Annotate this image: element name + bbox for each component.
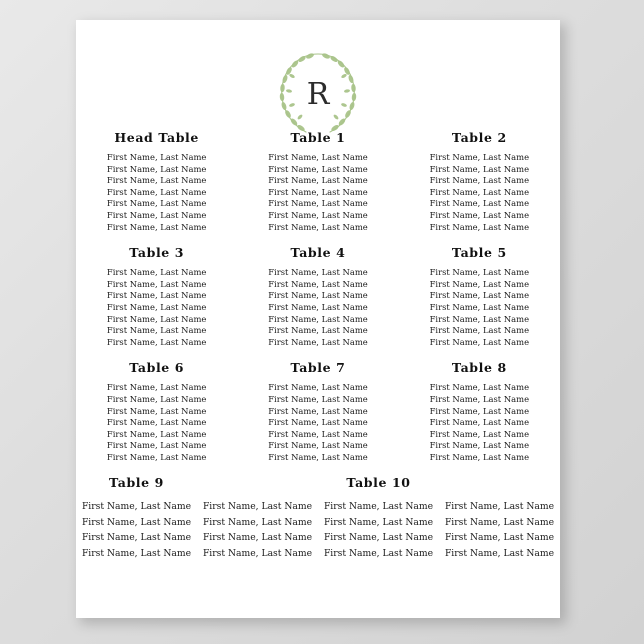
table-title: Table 3 <box>129 245 185 261</box>
guest-name: First Name, Last Name <box>268 186 368 197</box>
guest-name: First Name, Last Name <box>106 209 207 220</box>
guest-name: First Name, Last Name <box>106 313 207 324</box>
table-title: Table 10 <box>346 475 411 491</box>
guest-name: First Name, Last Name <box>106 336 207 347</box>
guest-name: First Name, Last Name <box>429 301 530 312</box>
table-title: Table 5 <box>451 245 507 261</box>
guest-name: First Name, Last Name <box>429 290 530 301</box>
table-row <box>76 360 560 463</box>
guest-name: First Name, Last Name <box>106 198 207 209</box>
guest-name: First Name, Last Name <box>268 290 368 301</box>
guest-name: First Name, Last Name <box>429 313 530 324</box>
table-row <box>76 245 560 348</box>
guest-name: First Name, Last Name <box>106 417 207 428</box>
table-title: Table 7 <box>290 360 346 376</box>
table-row <box>76 130 560 233</box>
guest-name: First Name, Last Name <box>268 163 368 174</box>
guest-name: First Name, Last Name <box>81 547 192 559</box>
table-block-table-9-column-2 <box>197 475 318 561</box>
table-block-table-7 <box>237 360 398 463</box>
guest-name: First Name, Last Name <box>81 532 192 544</box>
guest-name: First Name, Last Name <box>268 152 368 162</box>
guest-name: First Name, Last Name <box>106 163 207 174</box>
guest-name: First Name, Last Name <box>268 428 368 439</box>
guest-name: First Name, Last Name <box>429 382 530 393</box>
guest-name: First Name, Last Name <box>268 198 368 209</box>
guest-name: First Name, Last Name <box>429 175 530 186</box>
guest-name: First Name, Last Name <box>106 290 207 301</box>
guest-name: First Name, Last Name <box>106 382 207 393</box>
guest-name: First Name, Last Name <box>429 451 530 462</box>
guest-name: First Name, Last Name <box>268 451 368 462</box>
seating-grid <box>76 130 560 573</box>
guest-name: First Name, Last Name <box>106 393 207 404</box>
table-title: Table 2 <box>451 130 507 145</box>
guest-name: First Name, Last Name <box>268 221 368 232</box>
guest-name: First Name, Last Name <box>268 336 368 347</box>
guest-name: First Name, Last Name <box>106 221 207 232</box>
table-block-table-4 <box>237 245 398 348</box>
guest-name: First Name, Last Name <box>429 336 530 347</box>
guest-name: First Name, Last Name <box>268 301 368 312</box>
guest-name: First Name, Last Name <box>202 532 313 544</box>
guest-name: First Name, Last Name <box>106 451 207 462</box>
guest-name: First Name, Last Name <box>81 501 192 513</box>
guest-name: First Name, Last Name <box>106 301 207 312</box>
table-title: Head Table <box>114 130 199 145</box>
guest-name: First Name, Last Name <box>268 393 368 404</box>
guest-name: First Name, Last Name <box>444 532 555 544</box>
guest-name: First Name, Last Name <box>106 428 207 439</box>
table-block-table-2 <box>399 130 560 233</box>
guest-name: First Name, Last Name <box>268 325 368 336</box>
table-block-table-8 <box>399 360 560 463</box>
guest-name: First Name, Last Name <box>323 532 434 544</box>
guest-name: First Name, Last Name <box>106 267 207 278</box>
guest-name: First Name, Last Name <box>202 547 313 559</box>
guest-name: First Name, Last Name <box>323 501 434 513</box>
guest-name: First Name, Last Name <box>106 175 207 186</box>
guest-name: First Name, Last Name <box>106 186 207 197</box>
guest-name: First Name, Last Name <box>202 516 313 528</box>
guest-name: First Name, Last Name <box>106 325 207 336</box>
guest-name: First Name, Last Name <box>106 152 207 162</box>
guest-name: First Name, Last Name <box>202 501 313 513</box>
guest-name: First Name, Last Name <box>268 175 368 186</box>
guest-name: First Name, Last Name <box>429 440 530 451</box>
table-block-table-10 <box>318 475 439 561</box>
table-row-bottom <box>76 475 560 561</box>
guest-name: First Name, Last Name <box>429 186 530 197</box>
guest-name: First Name, Last Name <box>429 221 530 232</box>
seating-chart-poster <box>76 20 560 618</box>
guest-name: First Name, Last Name <box>106 440 207 451</box>
table-block-table-5 <box>399 245 560 348</box>
guest-name: First Name, Last Name <box>323 516 434 528</box>
guest-name: First Name, Last Name <box>429 278 530 289</box>
guest-name: First Name, Last Name <box>268 382 368 393</box>
guest-name: First Name, Last Name <box>429 405 530 416</box>
guest-name: First Name, Last Name <box>429 198 530 209</box>
guest-name: First Name, Last Name <box>81 516 192 528</box>
table-title: Table 4 <box>290 245 346 261</box>
guest-name: First Name, Last Name <box>268 278 368 289</box>
guest-name: First Name, Last Name <box>268 405 368 416</box>
guest-name: First Name, Last Name <box>429 267 530 278</box>
guest-name: First Name, Last Name <box>106 405 207 416</box>
guest-name: First Name, Last Name <box>429 417 530 428</box>
table-block-table-6 <box>76 360 237 463</box>
guest-name: First Name, Last Name <box>268 267 368 278</box>
guest-name: First Name, Last Name <box>429 163 530 174</box>
guest-name: First Name, Last Name <box>444 501 555 513</box>
guest-name: First Name, Last Name <box>268 209 368 220</box>
guest-name: First Name, Last Name <box>323 547 434 559</box>
table-block-table-10-column-2 <box>439 475 560 561</box>
table-block-head-table <box>76 130 237 233</box>
table-title: Table 6 <box>129 360 185 376</box>
table-block-table-1 <box>237 130 398 233</box>
guest-name: First Name, Last Name <box>444 516 555 528</box>
guest-name: First Name, Last Name <box>106 278 207 289</box>
guest-name: First Name, Last Name <box>429 152 530 162</box>
table-block-table-9 <box>76 475 197 561</box>
guest-name: First Name, Last Name <box>429 428 530 439</box>
guest-name: First Name, Last Name <box>429 393 530 404</box>
guest-name: First Name, Last Name <box>429 209 530 220</box>
guest-name: First Name, Last Name <box>444 547 555 559</box>
table-title: Table 8 <box>451 360 507 376</box>
table-block-table-3 <box>76 245 237 348</box>
guest-name: First Name, Last Name <box>268 313 368 324</box>
guest-name: First Name, Last Name <box>268 417 368 428</box>
monogram-wreath <box>270 46 366 142</box>
guest-name: First Name, Last Name <box>429 325 530 336</box>
monogram-letter: R <box>306 76 330 112</box>
guest-name: First Name, Last Name <box>268 440 368 451</box>
table-title: Table 1 <box>290 130 346 145</box>
table-title: Table 9 <box>109 475 164 491</box>
